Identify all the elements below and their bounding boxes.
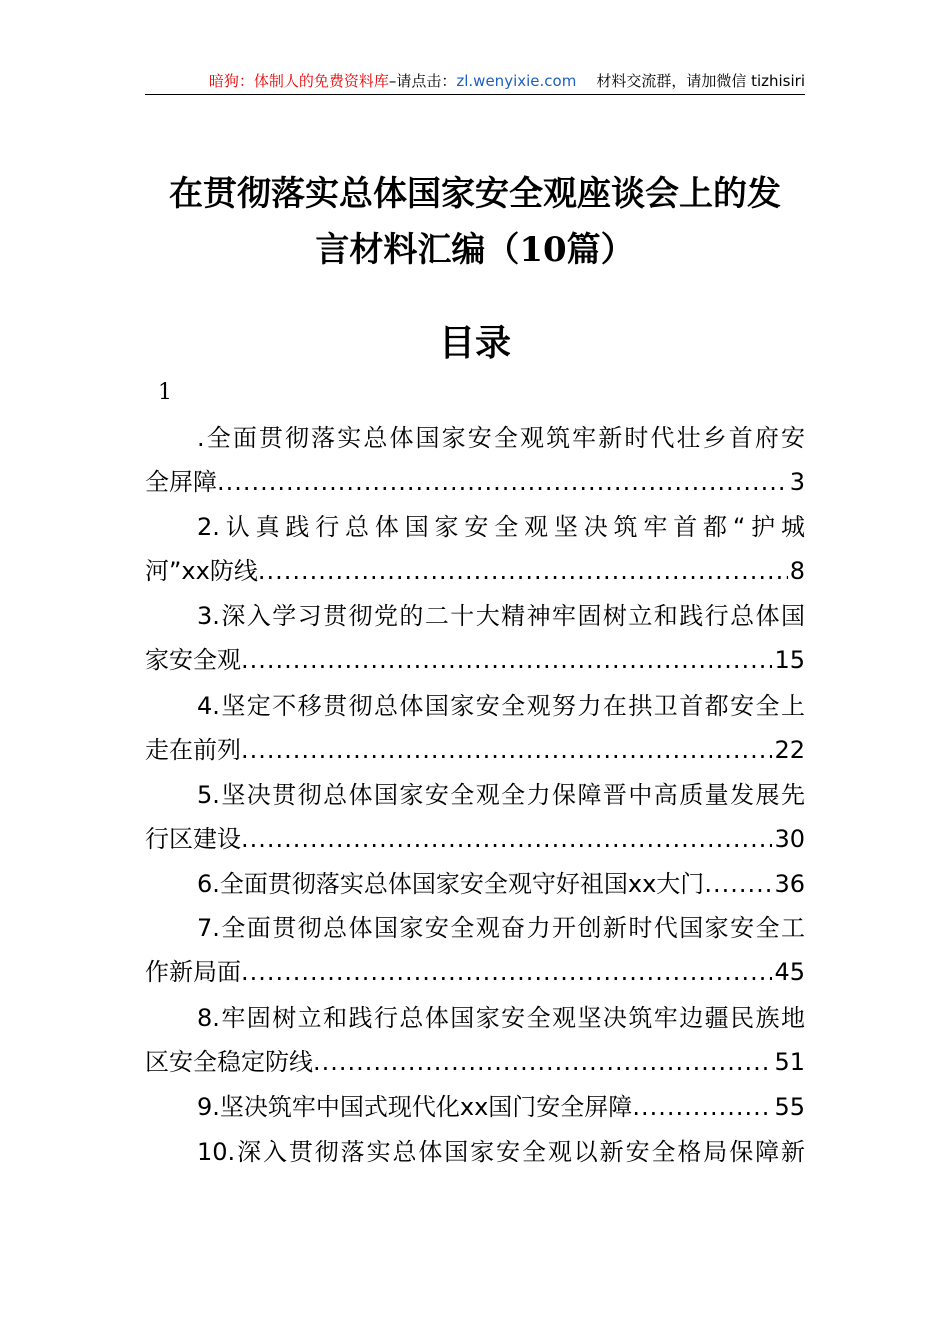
toc-first-number: 1 xyxy=(158,380,172,405)
toc-leader-dots xyxy=(241,728,772,772)
toc-entry-text: 6.全面贯彻落实总体国家安全观守好祖国xx大门 xyxy=(197,870,705,898)
toc-entry-8-line-1[interactable]: 8.牢固树立和践行总体国家安全观坚决筑牢边疆民族地 xyxy=(197,1004,805,1032)
toc-leader-dots xyxy=(258,549,788,593)
toc-entry-2-line-2[interactable] xyxy=(145,549,805,593)
header-site-name: 暗狗：体制人的免费资料库 xyxy=(208,72,389,90)
toc-page-number: 22 xyxy=(774,736,805,764)
header-click-prompt: –请点击： xyxy=(388,72,457,90)
header-wechat-note: 材料交流群，请加微信 tizhisiri xyxy=(596,72,805,90)
toc-entry-1-line-2[interactable] xyxy=(145,460,805,504)
toc-entry-8-line-2[interactable] xyxy=(145,1040,805,1084)
toc-heading: 目录 xyxy=(438,322,511,364)
toc-leader-dots xyxy=(313,1040,772,1084)
toc-leader-dots xyxy=(241,817,772,861)
toc-leader-dots xyxy=(704,862,772,906)
document-title-line-2: 言材料汇编（10篇） xyxy=(315,230,635,270)
toc-entry-text: 9.坚决筑牢中国式现代化xx国门安全屏障 xyxy=(197,1093,633,1121)
toc-leader-dots xyxy=(241,638,772,682)
toc-entry-4-line-1[interactable]: 4.坚定不移贯彻总体国家安全观努力在拱卫首都安全上 xyxy=(197,692,805,720)
toc-entry-10-line-1[interactable]: 10.深入贯彻落实总体国家安全观以新安全格局保障新 xyxy=(197,1138,805,1166)
toc-entry-1-line-1[interactable]: .全面贯彻落实总体国家安全观筑牢新时代壮乡首府安 xyxy=(197,424,805,452)
toc-leader-dots xyxy=(632,1085,772,1129)
toc-leader-dots xyxy=(241,950,772,994)
toc-entry-text: 区安全稳定防线 xyxy=(145,1048,313,1076)
document-title-line-1: 在贯彻落实总体国家安全观座谈会上的发 xyxy=(169,174,781,214)
toc-page-number: 36 xyxy=(774,870,805,898)
toc-entry-9[interactable] xyxy=(145,1085,805,1129)
toc-entry-3-line-1[interactable]: 3.深入学习贯彻党的二十大精神牢固树立和践行总体国 xyxy=(197,602,805,630)
toc-entry-5-line-1[interactable]: 5.坚决贯彻总体国家安全观全力保障晋中高质量发展先 xyxy=(197,781,805,809)
toc-page-number: 30 xyxy=(774,825,805,853)
toc-page-number: 51 xyxy=(774,1048,805,1076)
header-link[interactable]: zl.wenyixie.com xyxy=(456,72,577,90)
toc-leader-dots xyxy=(217,460,788,504)
toc-page-number: 45 xyxy=(774,958,805,986)
toc-page-number: 8 xyxy=(789,557,805,585)
toc-entry-text: 河”xx防线 xyxy=(145,557,258,585)
toc-entry-7-line-2[interactable] xyxy=(145,950,805,994)
toc-entry-text: 作新局面 xyxy=(145,958,241,986)
toc-entry-6[interactable] xyxy=(145,862,805,906)
toc-entry-text: 走在前列 xyxy=(145,736,241,764)
page-header xyxy=(145,68,805,95)
toc-entry-text: 家安全观 xyxy=(145,646,241,674)
toc-entry-4-line-2[interactable] xyxy=(145,728,805,772)
toc-page-number: 3 xyxy=(789,468,805,496)
toc-entry-text: 全屏障 xyxy=(145,468,217,496)
toc-entry-7-line-1[interactable]: 7.全面贯彻总体国家安全观奋力开创新时代国家安全工 xyxy=(197,914,805,942)
toc-entry-3-line-2[interactable] xyxy=(145,638,805,682)
toc-entry-text: 行区建设 xyxy=(145,825,241,853)
toc-entry-2-line-1[interactable]: 2.认真践行总体国家安全观坚决筑牢首都“护城 xyxy=(197,513,805,541)
toc-page-number: 15 xyxy=(774,646,805,674)
toc-page-number: 55 xyxy=(774,1093,805,1121)
toc-entry-5-line-2[interactable] xyxy=(145,817,805,861)
